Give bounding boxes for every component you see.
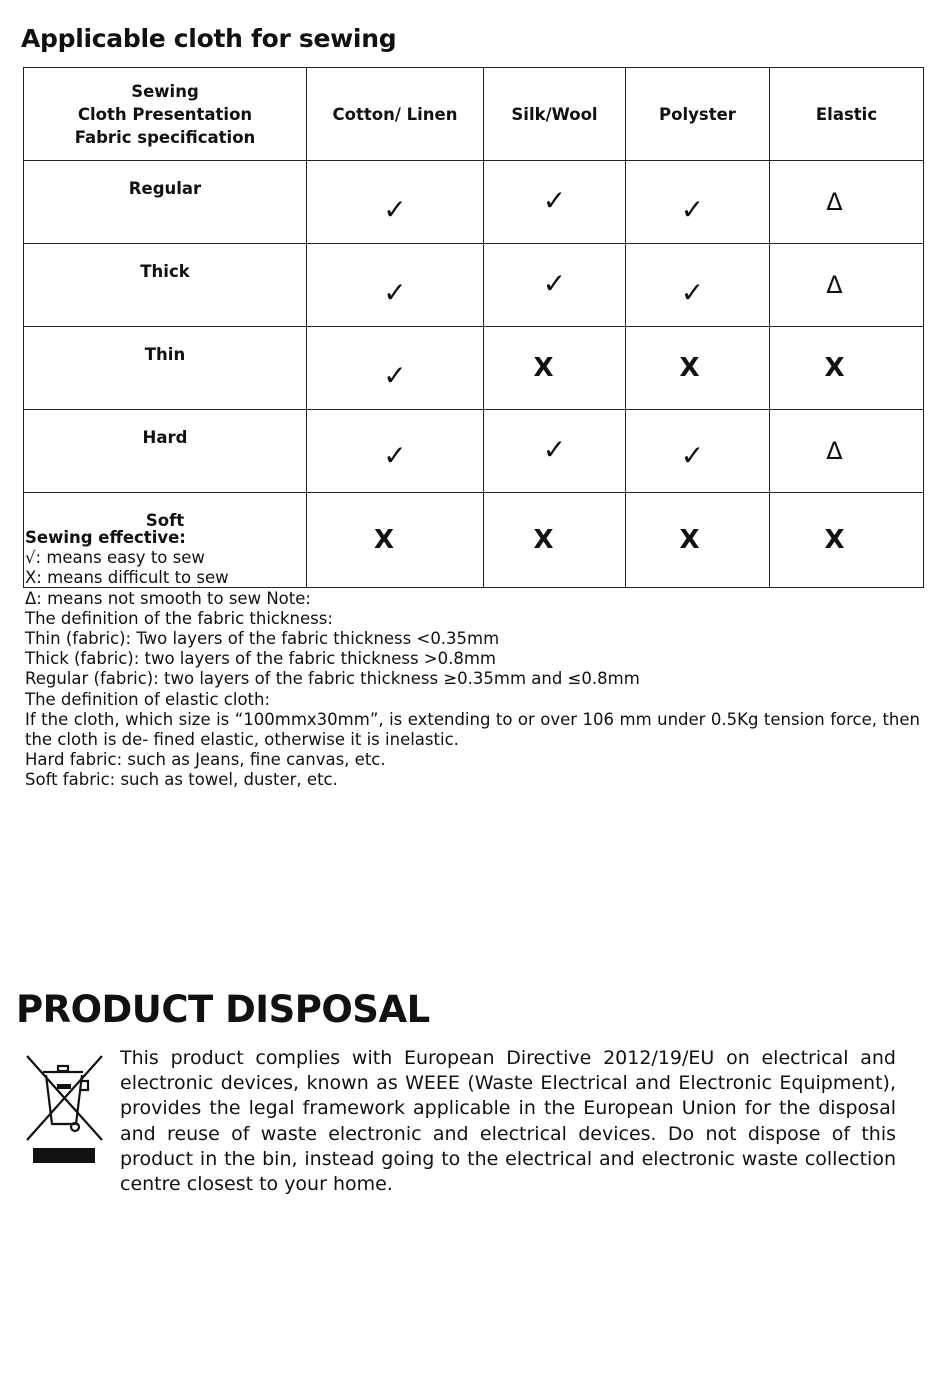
delta-icon: Δ: [826, 437, 843, 465]
table-cell: [484, 244, 626, 327]
weee-crossed-bin-icon: [25, 1050, 105, 1168]
header-line: Cloth Presentation: [77, 104, 253, 124]
row-label: Regular: [24, 161, 307, 244]
cross-icon: X: [533, 353, 554, 383]
table-row: [24, 327, 924, 410]
header-line: Fabric specification: [74, 127, 256, 147]
notes-heading: Sewing effective:: [25, 528, 186, 547]
check-icon: ✓: [383, 275, 407, 309]
row-label: Thin: [24, 327, 307, 410]
check-icon: ✓: [542, 266, 567, 300]
table-cell: [484, 161, 626, 244]
table-cell: [626, 327, 770, 410]
table-row: [24, 161, 924, 244]
table-row: [24, 410, 924, 493]
cross-icon: X: [824, 353, 845, 383]
notes-line: Regular (fabric): two layers of the fabric thickness ≥0.35mm and ≤0.8mm: [25, 669, 640, 689]
section-title-product-disposal: PRODUCT DISPOSAL: [16, 988, 430, 1031]
check-icon: ✓: [383, 438, 407, 472]
cross-icon: X: [679, 353, 700, 383]
notes-line: X: means difficult to sew: [25, 568, 229, 588]
row-label: Thick: [24, 244, 307, 327]
delta-icon: Δ: [826, 271, 843, 299]
header-line: Sewing: [131, 81, 199, 101]
check-icon: ✓: [383, 358, 407, 392]
table-cell: [307, 161, 484, 244]
check-icon: ✓: [680, 438, 705, 472]
table-cell: [484, 327, 626, 410]
notes-line: Soft fabric: such as towel, duster, etc.: [25, 770, 338, 790]
cloth-compatibility-table: [23, 67, 924, 588]
check-icon: ✓: [542, 432, 567, 466]
notes-line: The definition of the fabric thickness:: [25, 608, 333, 628]
table-cell: [307, 410, 484, 493]
notes-line: Hard fabric: such as Jeans, fine canvas, etc.: [25, 750, 386, 770]
header-cell-silk-wool: Silk/Wool: [484, 68, 626, 161]
notes-line: Thin (fabric): Two layers of the fabric thickness <0.35mm: [25, 629, 500, 649]
cross-icon: X: [679, 525, 700, 555]
notes-line: The definition of elastic cloth:: [25, 689, 271, 709]
table-cell: [484, 410, 626, 493]
check-icon: ✓: [383, 192, 407, 226]
sewing-notes: [25, 528, 920, 791]
row-label: Hard: [24, 410, 307, 493]
table-cell: [626, 410, 770, 493]
table-cell: [770, 410, 924, 493]
header-cell-cotton-linen: Cotton/ Linen: [307, 68, 484, 161]
disposal-text: This product complies with European Directive 2012/19/EU on electrical and electronic devices, known as WEEE (Waste Electrical and Electronic Equipment), provides the legal framework applicable in the European Union for the disposal and reuse of waste electronic and electrical devices. Do not dispose of this product in the bin, instead going to the electrical and electronic waste collection centre closest to your home.: [120, 1047, 896, 1196]
section-title-applicable-cloth: Applicable cloth for sewing: [21, 24, 397, 53]
check-icon: ✓: [542, 183, 567, 217]
table-row: [24, 244, 924, 327]
notes-line: Δ: means not smooth to sew Note:: [25, 588, 311, 608]
table-cell: [307, 244, 484, 327]
table-cell: [307, 327, 484, 410]
notes-line: √: means easy to sew: [25, 548, 205, 568]
check-icon: ✓: [680, 192, 705, 226]
table-cell: [626, 161, 770, 244]
notes-line: Thick (fabric): two layers of the fabric thickness >0.8mm: [25, 649, 496, 669]
table-cell: [770, 244, 924, 327]
delta-icon: Δ: [826, 188, 843, 216]
elastic-definition-paragraph: If the cloth, which size is “100mmx30mm”, is extending to or over 106 mm under 0.5Kg tension force, then the cloth is de- fined elastic, otherwise it is inelastic.: [25, 709, 920, 750]
row-label: Soft: [24, 493, 307, 588]
header-cell-elastic: Elastic: [770, 68, 924, 161]
table-header-row: [24, 68, 924, 161]
cross-icon: X: [824, 525, 845, 555]
table-cell: [770, 161, 924, 244]
header-cell-polyster: Polyster: [626, 68, 770, 161]
table-cell: [626, 244, 770, 327]
table-cell: [770, 327, 924, 410]
cross-icon: X: [373, 525, 395, 555]
check-icon: ✓: [680, 275, 705, 309]
header-cell-fabric-spec: [24, 68, 307, 161]
cross-icon: X: [533, 525, 554, 555]
